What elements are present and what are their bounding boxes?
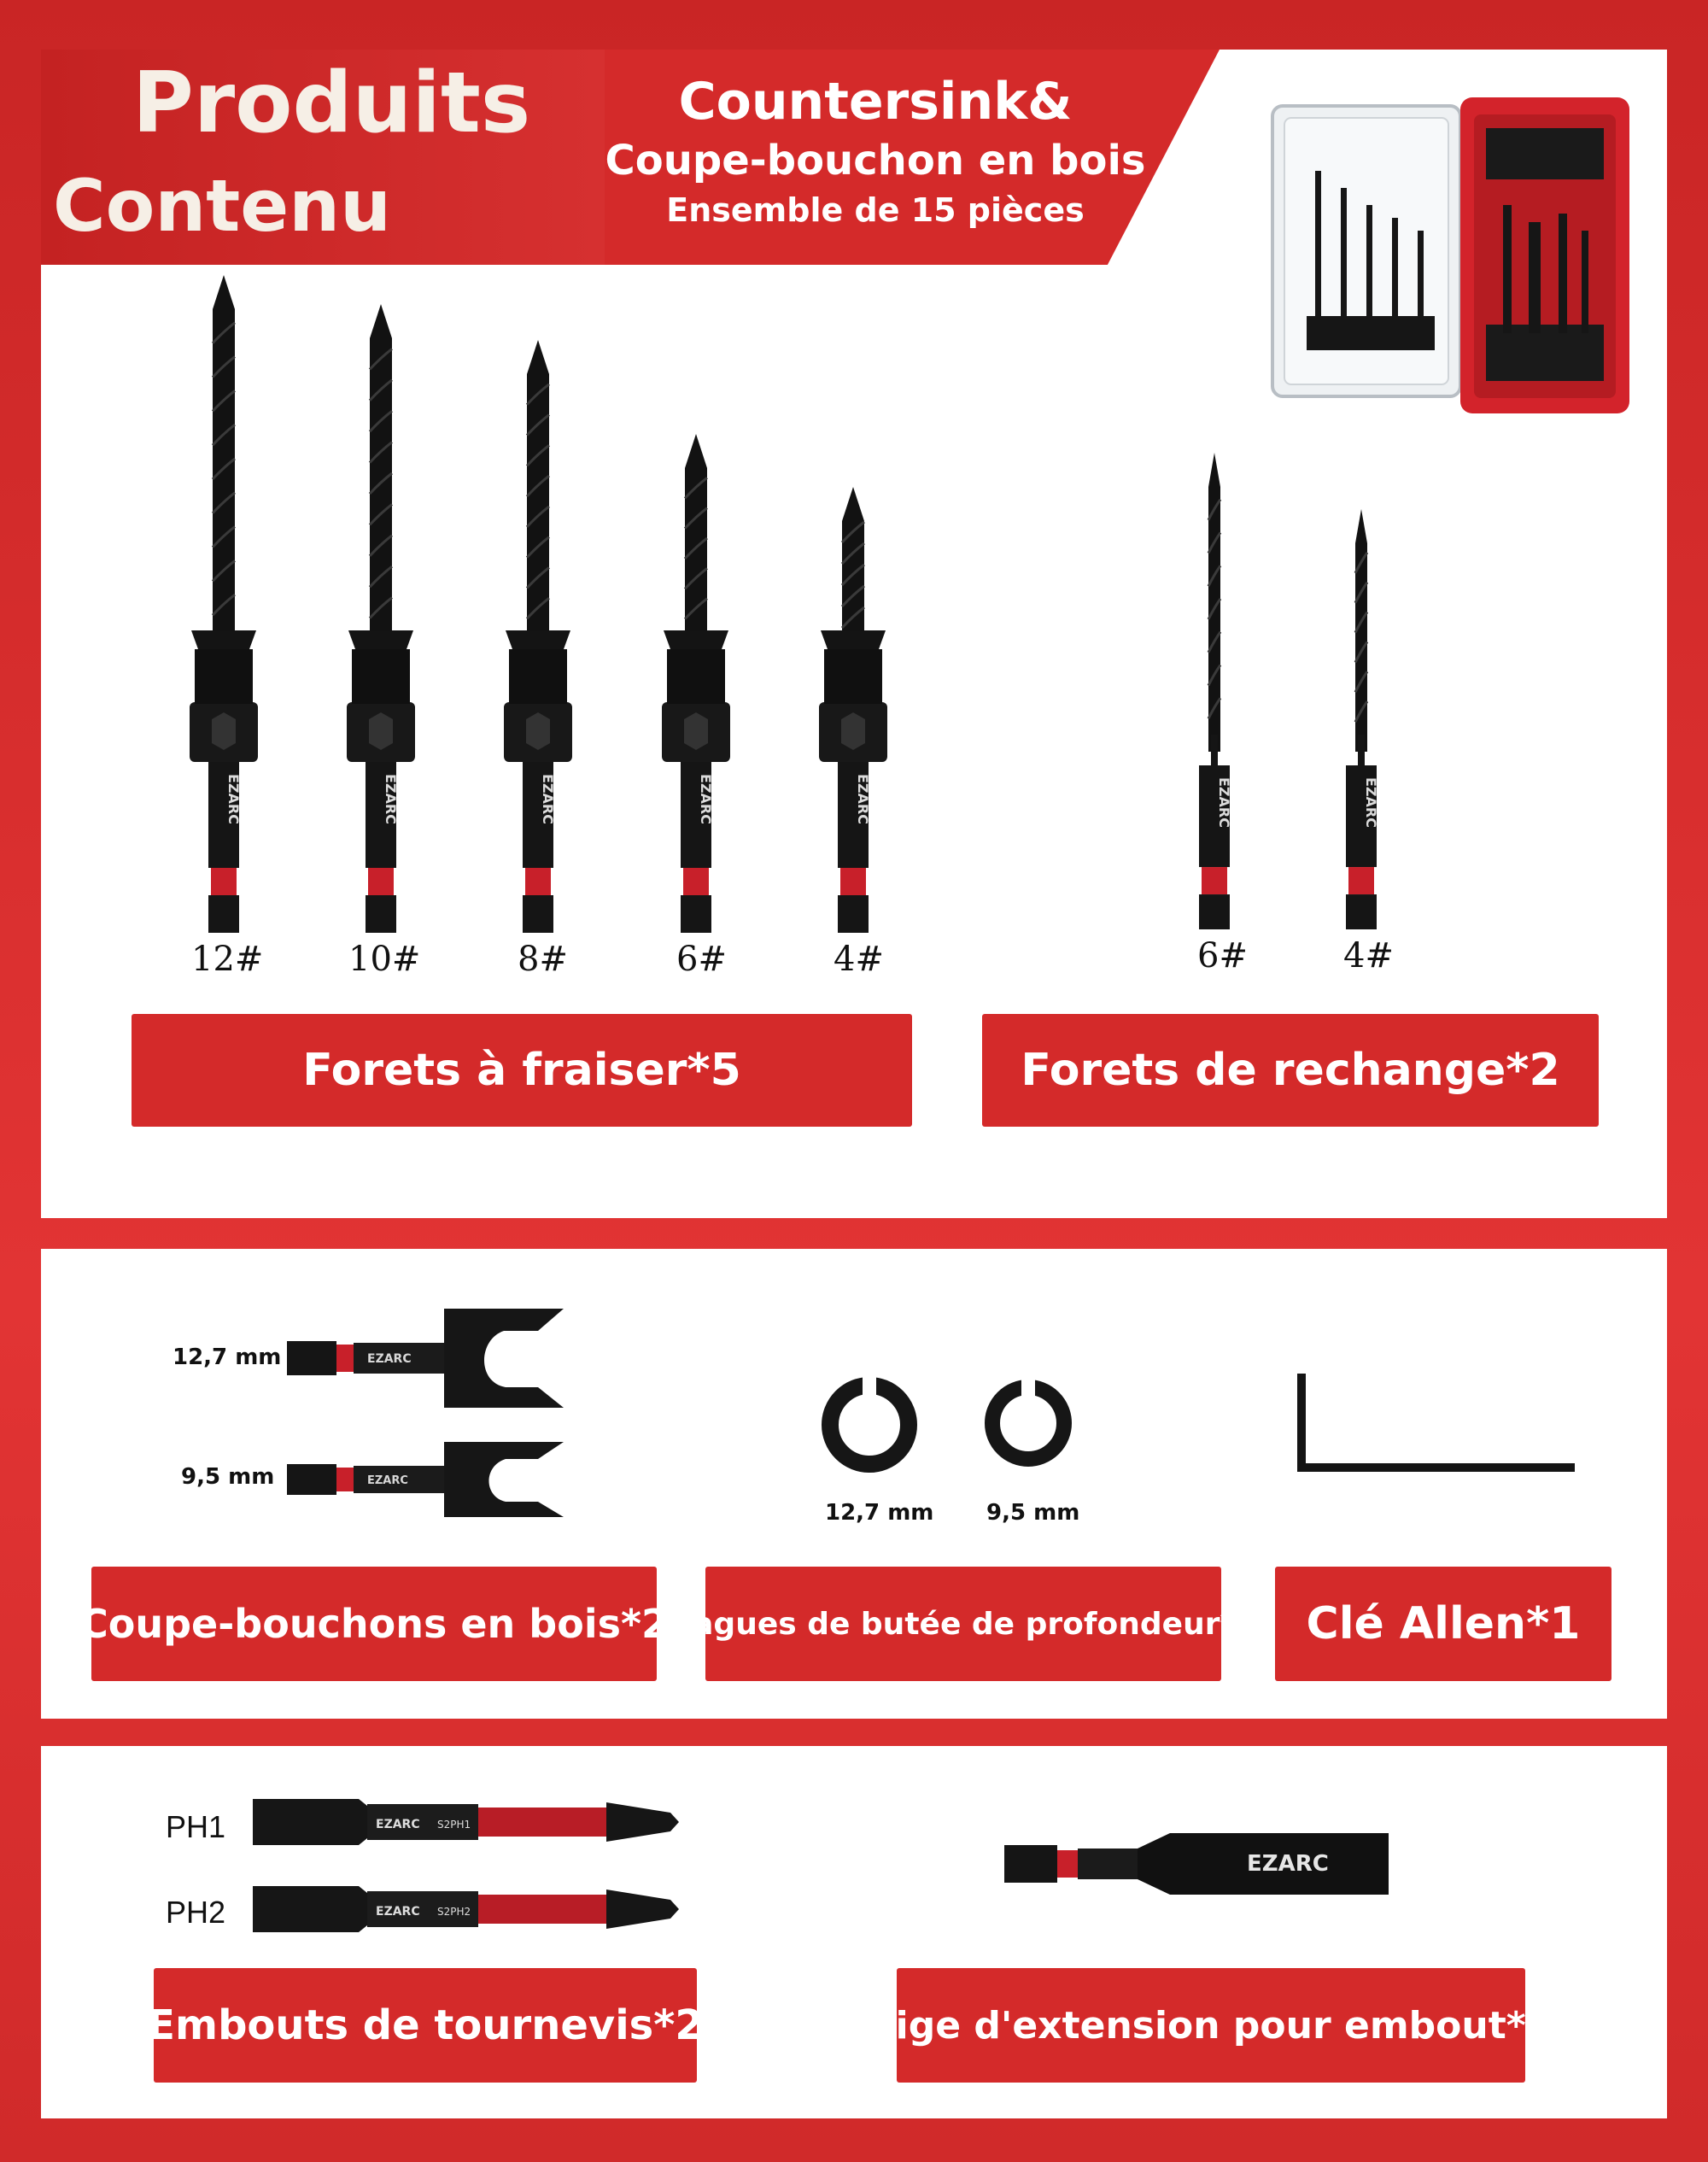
countersink-bit-5-brand-text: EZARC	[855, 774, 871, 824]
plug-cutter-size-large: 12,7 mm	[173, 1345, 282, 1370]
depth-ring-small-image	[984, 1379, 1073, 1468]
countersink-bit-2	[347, 304, 415, 933]
subtitle-line2: Coupe-bouchon en bois	[605, 137, 1146, 185]
allen-key-label: Clé Allen*1	[1275, 1567, 1611, 1681]
depth-ring-size-large: 12,7 mm	[825, 1500, 934, 1526]
screwdriver-bit-ph1-brand-text: EZARC	[376, 1818, 420, 1831]
plug-cutter-large-image	[282, 1305, 572, 1411]
subtitle-line1: Countersink&	[678, 72, 1073, 132]
countersink-bit-2-brand-text: EZARC	[383, 774, 399, 824]
countersink-size-10: 10#	[348, 940, 421, 979]
screwdriver-bit-ph1-image	[248, 1794, 683, 1850]
countersink-bit-4-brand-text: EZARC	[698, 774, 714, 824]
screwdriver-bit-ph2-brand-text: EZARC	[376, 1905, 420, 1919]
drill-bits-illustration	[0, 0, 1708, 974]
screwdriver-bit-ph2-image	[248, 1881, 683, 1937]
plug-cutter-large-brand-text: EZARC	[367, 1352, 412, 1366]
screwdriver-bit-ph2-engraving: S2PH2	[437, 1906, 471, 1918]
countersink-bit-4	[662, 434, 730, 933]
countersink-bit-1-brand-text: EZARC	[225, 774, 242, 824]
extension-label: Tige d'extension pour embout*1	[897, 1968, 1525, 2083]
countersink-size-4: 4#	[834, 940, 884, 979]
subtitle-line3: Ensemble de 15 pièces	[666, 191, 1085, 229]
replacement-bit-2-brand-text: EZARC	[1363, 777, 1379, 828]
page-title-line2: Contenu	[53, 164, 391, 248]
countersink-bit-3	[504, 340, 572, 933]
countersink-bit-3-brand-text: EZARC	[540, 774, 556, 824]
countersink-bit-5	[819, 487, 887, 933]
replacement-bit-1	[1199, 453, 1232, 929]
screwdriver-bit-size-ph1: PH1	[166, 1809, 226, 1844]
countersink-size-8: 8#	[518, 940, 568, 979]
plug-cutter-size-small: 9,5 mm	[181, 1464, 275, 1490]
screwdriver-bits-label: Embouts de tournevis*2	[154, 1968, 697, 2083]
screwdriver-bit-size-ph2: PH2	[166, 1895, 226, 1930]
countersink-size-6: 6#	[676, 940, 727, 979]
replacement-size-4: 4#	[1343, 936, 1394, 976]
plug-cutter-small-image	[282, 1435, 572, 1520]
replacement-size-6: 6#	[1197, 936, 1248, 976]
page-title-line1: Produits	[132, 55, 531, 152]
countersink-label: Forets à fraiser*5	[132, 1014, 912, 1127]
replacement-label: Forets de rechange*2	[982, 1014, 1599, 1127]
plug-cutters-label: Coupe-bouchons en bois*2	[91, 1567, 657, 1681]
screwdriver-bit-ph1-engraving: S2PH1	[437, 1819, 471, 1831]
depth-ring-large-image	[822, 1377, 917, 1473]
countersink-size-12: 12#	[191, 940, 264, 979]
replacement-bit-2	[1346, 509, 1379, 929]
allen-key-image	[1290, 1370, 1580, 1481]
depth-ring-size-small: 9,5 mm	[986, 1500, 1080, 1526]
extension-bar-image	[999, 1830, 1392, 1898]
countersink-bit-1	[190, 275, 258, 933]
extension-bar-brand-text: EZARC	[1247, 1851, 1329, 1877]
replacement-bit-1-brand-text: EZARC	[1216, 777, 1232, 828]
depth-rings-label: Bagues de butée de profondeur*2	[705, 1567, 1221, 1681]
plug-cutter-small-brand-text: EZARC	[367, 1474, 408, 1487]
